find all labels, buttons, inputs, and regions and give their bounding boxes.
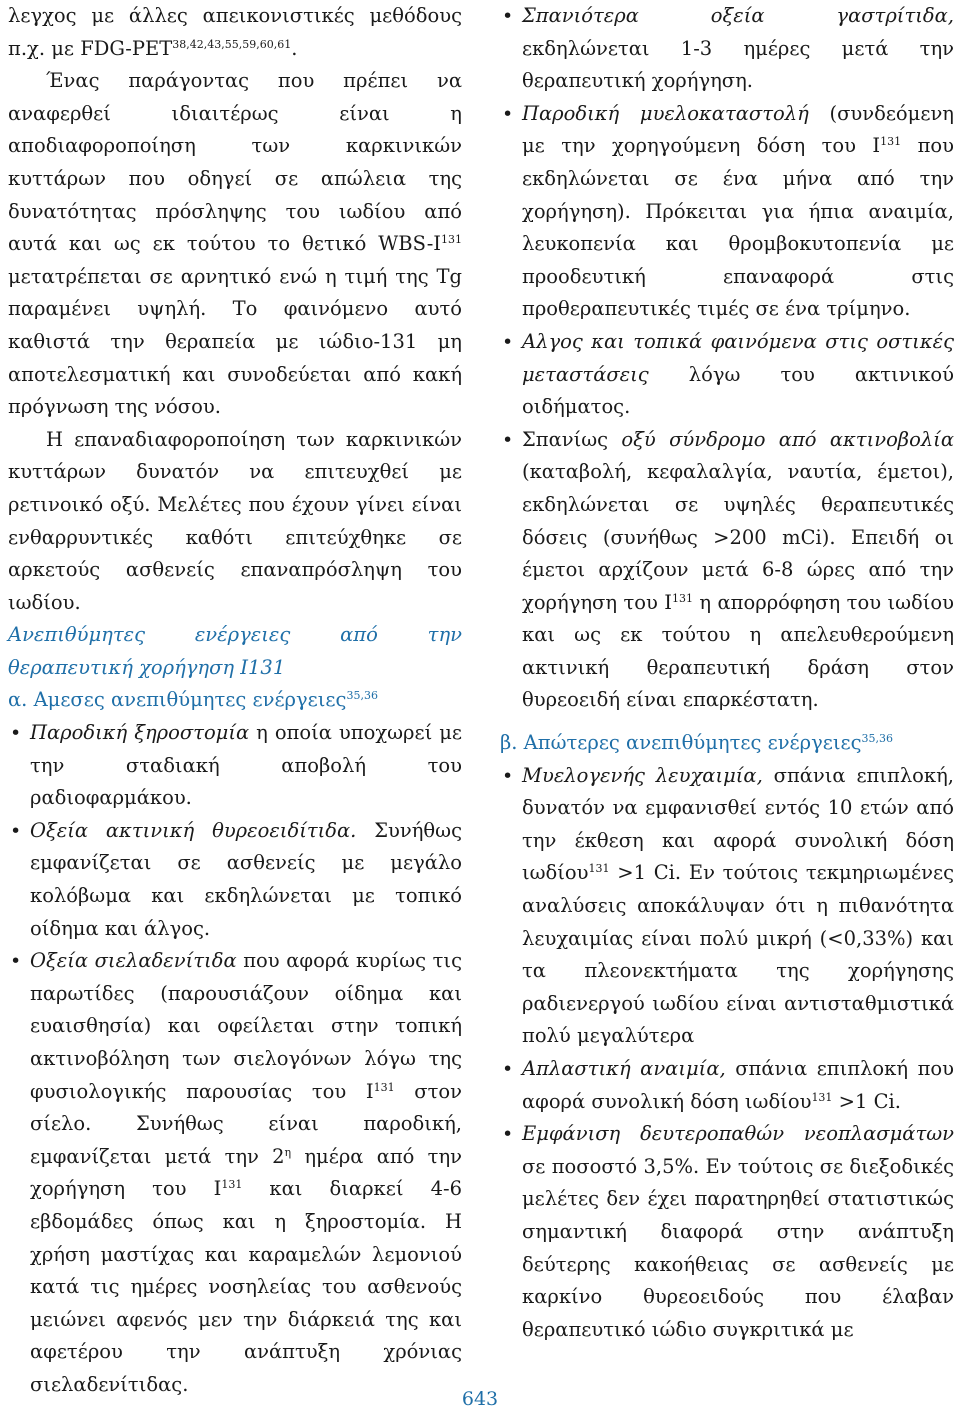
text: η απορρόφηση του ιωδίου και ως εκ τούτου η απελευθερούμενη ακτινική θεραπευτική δράση στον θυρεοειδή είναι επαρκέστατη. — [522, 590, 954, 712]
list-item — [500, 760, 954, 1053]
list-item — [500, 1053, 954, 1118]
text: (καταβολή, κεφαλαλγία, ναυτία, έμετοι), εκδηλώνεται σε υψηλές θεραπευτικές δόσεις (συνήθως >200 mCi). Επειδή οι έμετοι αρχίζουν μετά 6-8 ώρες από την χορήγηση του I — [522, 460, 954, 614]
superscript: 131 — [671, 591, 693, 605]
page-number: 643 — [461, 1388, 499, 1410]
text: (συνδεόμενη με την χορηγούμενη δόση του I — [522, 101, 954, 158]
superscript: 131 — [373, 1080, 395, 1094]
list-item — [8, 815, 462, 945]
superscript: 131 — [811, 1090, 833, 1104]
text: α. Αμεσες ανεπιθύμητες ενέργειες — [8, 688, 347, 712]
superscript: 131 — [588, 862, 610, 876]
text: >1 Ci. Εν τούτοις τεκμηριωμένες αναλύσεις αποκάλυψαν ότι η πιθανότητα λευχαιμίας είναι πολύ μικρή (<0,33%) και τα πλεονεκτήματα της χορήγησης ραδιενεργού ιωδίου είναι αντισταθμιστικά πολύ μεγαλύτερα — [522, 861, 954, 1048]
text: Σπανιότερα οξεία γαστρίτιδα, — [522, 4, 954, 27]
text: Σπανίως — [522, 427, 622, 451]
text: Παροδική ξηροστομία — [30, 721, 250, 745]
text: μετατρέπεται σε αρνητικό ενώ η τιμή της Tg παραμένει υψηλή. Το φαινόμενο αυτό καθιστά την θεραπεία με ιώδιο-131 μη αποτελεσματική και συνοδεύεται από κακή πρόγνωση της νόσου. — [8, 264, 462, 419]
text: λόγω του ακτινικού οιδήματος. — [522, 362, 954, 419]
citation-refs: 38,42,43,55,59,60,61 — [172, 37, 292, 51]
citation-refs: 35,36 — [861, 732, 894, 746]
list-item — [500, 1118, 954, 1346]
text: Απλαστική αναιμία, — [522, 1057, 726, 1080]
text: Συνήθως εμφανίζεται σε ασθενείς με μεγάλο κολόβωμα και εκδηλώνεται με τοπικό οίδημα και άλγος. — [30, 818, 462, 940]
right-column — [500, 0, 954, 1346]
text: Παροδική μυελοκαταστολή — [522, 101, 809, 125]
text: Εμφάνιση δευτεροπαθών νεοπλασμάτων — [522, 1122, 954, 1146]
text: Οξεία σιελαδενίτιδα — [30, 949, 237, 973]
late-effects-list — [500, 760, 954, 1347]
text: εκδηλώνεται 1-3 ημέρες μετά την θεραπευτική χορήγηση. — [522, 36, 954, 93]
list-item — [500, 98, 954, 326]
immediate-effects-list-continued — [500, 0, 954, 717]
section-heading: Ανεπιθύμητες ενέργειες από την θεραπευτική χορήγηση I131 — [8, 623, 462, 679]
text: σπάνια επιπλοκή που αφορά συνολική δόση ιωδίου — [522, 1057, 954, 1113]
subsection-heading-b — [500, 727, 954, 760]
left-column — [8, 0, 462, 1402]
citation-refs: 35,36 — [346, 689, 378, 703]
list-item — [8, 717, 462, 815]
text: . — [291, 36, 298, 60]
text: που αφορά κυρίως τις παρωτίδες (παρουσιάζουν οίδημα και ευαισθησία) και οφείλεται στην τοπική ακτινοβόληση των σιελογόνων λόγω της φυσιολογικής παρουσίας του I — [30, 949, 463, 1103]
text: β. Απώτερες ανεπιθύμητες ενέργειες — [500, 731, 862, 755]
text: Αλγος και τοπικά φαινόμενα στις οστικές μεταστάσεις — [522, 329, 954, 386]
text: >1 Ci. — [832, 1089, 901, 1113]
text: οξύ σύνδρομο από ακτινοβολία — [621, 427, 954, 451]
list-item — [500, 424, 954, 717]
text: και διαρκεί 4-6 εβδομάδες όπως και η ξηροστομία. Η χρήση μαστίχας και καραμελών λεμονιού κατά τις ημέρες νοσηλείας του ασθενούς μειώνει αφενός μεν την διάρκειά της και αφετέρου την ανάπτυξη χρόνιας σιελαδενίτιδας. — [30, 1177, 462, 1396]
text: που εκδηλώνεται σε ένα μήνα από την χορήγηση). Πρόκειται για ήπια αναιμία, λευκοπενία και θρομβοκυτοπενία με προοδευτική επαναφορά στις προθεραπευτικές τιμές σε ένα τρίμηνο. — [522, 134, 954, 321]
superscript: 131 — [880, 135, 902, 149]
superscript: η — [284, 1145, 292, 1159]
text: σπάνια επιπλοκή, δυνατόν να εμφανισθεί εντός 10 ετών από την έκθεση και αφορά συνολική δόση ιωδίου — [522, 763, 954, 885]
text: ημέρα από την χορήγηση του I — [30, 1144, 462, 1201]
list-item — [500, 0, 954, 98]
list-item — [8, 945, 462, 1401]
paragraph-dedifferentiation — [8, 65, 462, 424]
subsection-heading-a — [8, 684, 462, 717]
text: λεγχος με άλλες απεικονιστικές μεθόδους π.χ. με FDG-PET — [8, 4, 462, 60]
paragraph-redifferentiation: Η επαναδιαφοροποίηση των καρκινικών κυττάρων δυνατόν να επιτευχθεί με ρετινοικό οξύ. Μελέτες που έχουν γίνει είναι ενθαρρυντικές καθότι επιτεύχθηκε σε αρκετούς ασθενείς επαναπρόσληψη του ιωδίου. — [8, 427, 462, 614]
text: Μυελογενής λευχαιμία, — [522, 763, 763, 787]
superscript: 131 — [441, 233, 462, 247]
superscript: 131 — [221, 1178, 243, 1192]
text: Οξεία ακτινική θυρεοειδίτιδα. — [30, 818, 357, 842]
text: Ένας παράγοντας που πρέπει να αναφερθεί ιδιαιτέρως είναι η αποδιαφοροποίηση των καρκινικών κυττάρων που οδηγεί σε απώλεια της δυνατότητας πρόσληψης του ιωδίου από αυτά και ως εκ τούτου το θετικό WBS-I — [8, 69, 462, 256]
list-item — [500, 326, 954, 424]
immediate-effects-list — [8, 717, 462, 1401]
text: σε ποσοστό 3,5%. Εν τούτοις σε διεξοδικές μελέτες δεν έχει παρατηρηθεί στατιστικώς σημαντική διαφορά στην ανάπτυξη δεύτερης κακοήθειας σε ασθενείς με καρκίνο θυρεοειδούς που έλαβαν θεραπευτικό ιώδιο συγκριτικά με — [522, 1154, 954, 1341]
paragraph-continuation — [8, 0, 462, 65]
text: η οποία υποχωρεί με την σταδιακή αποβολή του ραδιοφαρμάκου. — [30, 721, 462, 810]
text: στον σίελο. Συνήθως είναι παροδική, εμφανίζεται μετά την 2 — [30, 1079, 462, 1168]
